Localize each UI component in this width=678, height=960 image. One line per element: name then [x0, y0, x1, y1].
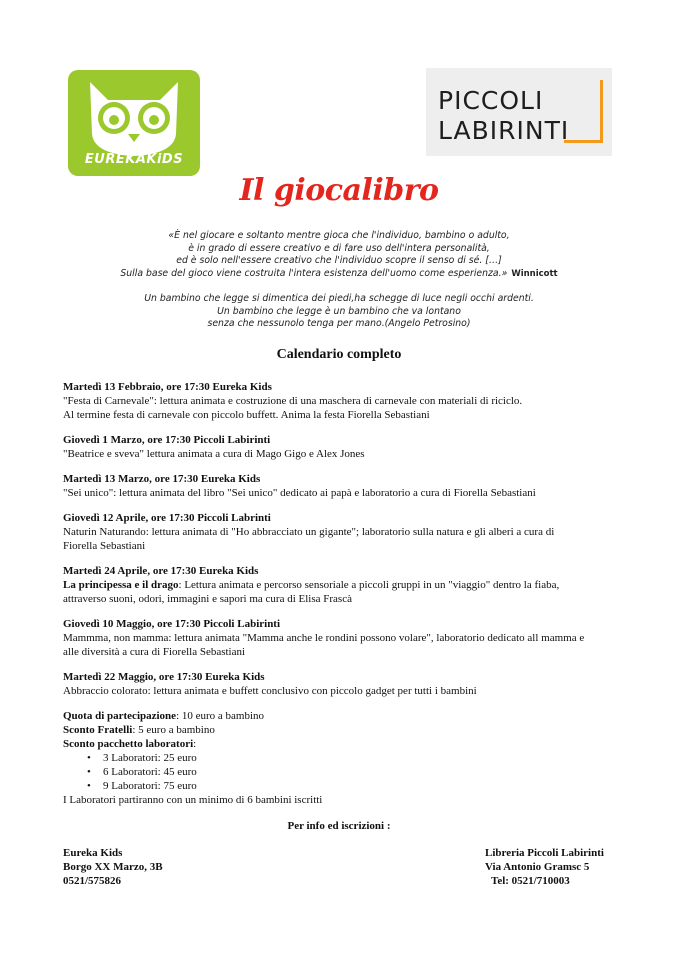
event-description: Al termine festa di carnevale con piccolo buffett. Anima la festa Fiorella Sebastiani [63, 409, 430, 421]
event-title: La principessa e il drago [63, 579, 179, 591]
info-heading: Per info ed iscrizioni : [287, 820, 391, 832]
piccoli-wordmark: PICCOLI [438, 86, 544, 115]
event-description: "Festa di Carnevale": lettura animata e costruzione di una maschera di carnevale con materiali di riciclo. [63, 395, 523, 407]
event-heading: Martedì 13 Marzo, ore 17:30 Eureka Kids [63, 473, 261, 485]
event-description: attraverso suoni, odori, immagini e sapori ma cura di Elisa Frascà [63, 593, 352, 605]
pacchetto-line: Sconto pacchetto laboratori: [63, 738, 197, 750]
event-item [63, 617, 623, 659]
event-heading: Martedì 22 Maggio, ore 17:30 Eureka Kids [63, 671, 265, 683]
event-description: Fiorella Sebastiani [63, 540, 146, 552]
event-heading: Giovedì 1 Marzo, ore 17:30 Piccoli Labirinti [63, 434, 271, 446]
event-description: Mammma, non mamma: lettura animata "Mamma anche le rondini possono volare", laboratorio dedicato all mamma e [63, 632, 585, 644]
quote-line: ed è solo nell'essere creativo che l'individuo scopre il senso di sé. […] [176, 255, 502, 267]
event-item [63, 380, 623, 422]
event-description: Abbraccio colorato: lettura animata e buffett conclusivo con piccolo gadget per tutti i bambini [63, 685, 477, 697]
event-heading: Giovedì 12 Aprile, ore 17:30 Piccoli Labrinti [63, 512, 271, 524]
contact-address: Borgo XX Marzo, 3B [63, 861, 163, 873]
contact-address: Via Antonio Gramsc 5 [485, 861, 590, 873]
event-description: Naturin Naturando: lettura animata di "Ho abbracciato un gigante"; laboratorio sulla natura e gli alberi a cura di [63, 526, 555, 538]
event-item [63, 670, 623, 698]
contact-phone: Tel: 0521/710003 [491, 875, 570, 887]
event-item [63, 472, 623, 500]
fratelli-line: Sconto Fratelli: 5 euro a bambino [63, 724, 215, 736]
calendar-heading: Calendario completo [276, 347, 402, 362]
contact-eureka [63, 846, 163, 888]
contact-phone: 0521/575826 [63, 875, 122, 887]
event-heading: Martedì 13 Febbraio, ore 17:30 Eureka Kids [63, 381, 272, 393]
event-heading: Giovedì 10 Maggio, ore 17:30 Piccoli Labirinti [63, 618, 281, 630]
list-item: • 9 Laboratori: 75 euro [87, 779, 623, 793]
list-item: • 3 Laboratori: 25 euro [87, 751, 623, 765]
calendar-content [63, 380, 623, 807]
event-description: La principessa e il drago: Lettura animata e percorso sensoriale a piccoli gruppi in un "viaggio" dentro la fiaba, [63, 579, 560, 591]
page-title: Il giocalibro [239, 173, 439, 208]
contact-name: Libreria Piccoli Labirinti [485, 847, 604, 859]
quote-author: Winnicott [511, 268, 558, 279]
quote-line: Sulla base del gioco viene costruita l'intera esistenza dell'uomo come esperienza.» Winnicott [120, 267, 558, 279]
list-item: • 6 Laboratori: 45 euro [87, 765, 623, 779]
event-item [63, 511, 623, 553]
contact-name: Eureka Kids [63, 847, 123, 859]
petrosino-quote [0, 293, 678, 331]
quota-line: Quota di partecipazione: 10 euro a bambino [63, 710, 265, 722]
fees-section [63, 709, 623, 807]
quote-line: è in grado di essere creativo e di fare uso dell'intera personalità, [188, 242, 490, 254]
quote-line: Un bambino che legge si dimentica dei piedi,ha schegge di luce negli occhi ardenti. [144, 293, 534, 304]
quote-line: senza che nessunolo tenga per mano.(Angelo Petrosino) [207, 318, 471, 330]
event-description: "Sei unico": lettura animata del libro "Sei unico" dedicato ai papà e laboratorio a cura di Fiorella Sebastiani [63, 487, 536, 499]
contact-piccoli [485, 846, 604, 888]
event-description: "Beatrice e sveva" lettura animata a cura di Mago Gigo e Alex Jones [63, 448, 365, 460]
event-item [63, 433, 623, 461]
quote-line: «È nel giocare e soltanto mentre gioca che l'individuo, bambino o adulto, [168, 230, 510, 241]
event-heading: Martedì 24 Aprile, ore 17:30 Eureka Kids [63, 565, 259, 577]
event-description: alle diversità a cura di Fiorella Sebastiani [63, 646, 246, 658]
eureka-kids-wordmark: EUREKAKiDS [84, 152, 184, 167]
eureka-kids-logo [68, 70, 200, 176]
discount-list [63, 751, 623, 793]
labirinti-wordmark: LABIRINTI [438, 116, 570, 145]
winnicott-quote [0, 230, 678, 280]
quote-line: Un bambino che legge è un bambino che va lontano [217, 305, 461, 317]
piccoli-labirinti-logo [426, 68, 612, 156]
minimum-note: I Laboratori partiranno con un minimo di 6 bambini iscritti [63, 794, 323, 806]
event-item [63, 564, 623, 606]
